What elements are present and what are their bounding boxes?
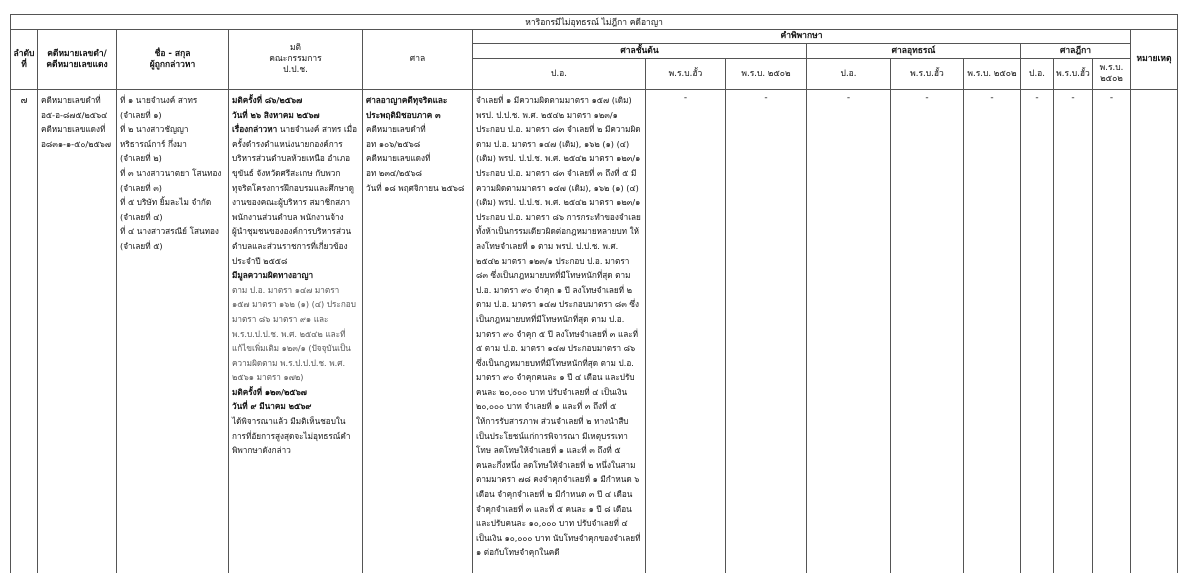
header-first-act-a: พ.ร.บ.ฮั้ว <box>646 59 726 90</box>
court-name: ศาลอาญาคดีทุจริตและประพฤติมิชอบภาค ๓ <box>366 95 448 120</box>
header-appeal-po: ป.อ. <box>807 59 891 90</box>
header-first-act-b: พ.ร.บ. ๒๕๐๒ <box>726 59 807 90</box>
header-case-no: คดีหมายเลขดำ/ คดีหมายเลขแดง <box>38 30 117 90</box>
supreme-po-value: - <box>1021 90 1054 573</box>
case-number-cell: คดีหมายเลขดำที่ อ๕-อ-๘๗๕/๒๕๖๔ คดีหมายเลขแดงที่ อ๘๓๑-๑-๕๐/๒๕๖๗ <box>38 90 117 573</box>
table-row <box>11 90 1178 573</box>
supreme-act-b-value: - <box>1093 90 1131 573</box>
court-cell <box>363 90 473 573</box>
header-supreme-court: ศาลฎีกา <box>1021 44 1131 59</box>
header-appeal-act-b: พ.ร.บ. ๒๕๐๒ <box>964 59 1021 90</box>
first-court-act-b-value: - <box>726 90 807 573</box>
table-title: หาริอกรมีไม่อุทธรณ์ ไม่ฎีกา คดีอาญา <box>11 15 1178 30</box>
resolution-2-heading: มติครั้งที่ ๑๒๓/๒๕๖๗ <box>232 386 307 397</box>
header-first-court: ศาลชั้นต้น <box>473 44 807 59</box>
court-case-details: คดีหมายเลขดำที่ อท ๑๐๖/๒๕๖๘ คดีหมายเลขแดงที่ อท ๒๓๔/๒๕๖๘ วันที่ ๑๘ พฤศจิกายน ๒๕๖๘ <box>366 124 465 193</box>
resolution-cell <box>229 90 363 573</box>
resolution-1-offense-label: มีมูลความผิดทางอาญา <box>232 270 314 281</box>
appeal-act-a-value: - <box>891 90 964 573</box>
remark-cell <box>1131 90 1178 573</box>
resolution-1-offense: ตาม ป.อ. มาตรา ๑๔๗ มาตรา ๑๕๗ มาตรา ๑๖๒ (๑) (๔) ประกอบ มาตรา ๘๖ มาตรา ๙๑ และ พ.ร.บ.ป.ป.ช. พ.ศ. ๒๕๔๒ และที่แก้ไขเพิ่มเติม ๑๒๓/๑ (ปัจจุบันเป็นความผิดตาม พ.ร.ป.ป.ป.ช. พ.ศ. ๒๕๖๑ มาตรา ๑๗๒) <box>232 284 356 383</box>
resolution-1-heading: มติครั้งที่ ๘๖/๒๕๖๗ <box>232 95 303 105</box>
verdict-text-cell: จำเลยที่ ๑ มีความผิดตามมาตรา ๑๕๗ (เดิม) พรป. ป.ป.ช. พ.ศ. ๒๕๔๒ มาตรา ๑๒๓/๑ ประกอบ ป.อ. มาตรา ๘๓ จำเลยที่ ๒ มีความผิดตาม ป.อ. มาตรา ๑๔๗ (เดิม), ๑๖๒ (๑) (๔) (เดิม) พรป. ป.ป.ช. พ.ศ. ๒๕๔๒ มาตรา ๑๒๓/๑ ประกอบ ป.อ. มาตรา ๘๓ จำเลยที่ ๓ ถึงที่ ๕ มีความผิดตามมาตรา ๑๔๗ (เดิม), ๑๖๒ (๑) (๔) (เดิม) พรป. ป.ป.ช. พ.ศ. ๒๕๔๒ มาตรา ๑๒๓/๑ ประกอบ ป.อ. มาตรา ๘๖ การกระทำของจำเลยทั้งห้าเป็นกรรมเดียวผิดต่อกฎหมายหลายบท ให้ลงโทษจำเลยที่ ๑ ตาม พรป. ป.ป.ช. พ.ศ. ๒๕๔๒ มาตรา ๑๒๓/๑ ประกอบ ป.อ. มาตรา ๘๓ ซึ่งเป็นกฎหมายบทที่มีโทษหนักที่สุด ตาม ป.อ. มาตรา ๙๐ จำคุก ๑ ปี ลงโทษจำเลยที่ ๒ ตาม ป.อ. มาตรา ๑๔๗ ประกอบมาตรา ๘๓ ซึ่งเป็นกฎหมายบทที่มีโทษหนักที่สุด ตาม ป.อ. มาตรา ๙๐ จำคุก ๕ ปี ลงโทษจำเลยที่ ๓ และที่ ๕ ตาม ป.อ. มาตรา ๑๔๗ ประกอบมาตรา ๘๖ ซึ่งเป็นกฎหมายบทที่มีโทษหนักที่สุด ตาม ป.อ. มาตรา ๙๐ จำคุกคนละ ๑ ปี ๔ เดือน และปรับคนละ ๒๐,๐๐๐ บาท ปรับจำเลยที่ ๔ เป็นเงิน ๒๐,๐๐๐ บาท จำเลยที่ ๑ และที่ ๓ ถึงที่ ๕ ให้การรับสารภาพ ส่วนจำเลยที่ ๒ ทางนำสืบเป็นประโยชน์แก่การพิจารณา มีเหตุบรรเทาโทษ ลดโทษให้จำเลยที่ ๑ และที่ ๓ ถึงที่ ๕ คนละกึ่งหนึ่ง ลดโทษให้จำเลยที่ ๒ หนึ่งในสามตามมาตรา ๗๘ คงจำคุกจำเลยที่ ๑ มีกำหนด ๖ เดือน จำคุกจำเลยที่ ๒ มีกำหนด ๓ ปี ๔ เดือน จำคุกจำเลยที่ ๓ และที่ ๕ คนละ ๑ ปี ๘ เดือน และปรับคนละ ๑๐,๐๐๐ บาท ปรับจำเลยที่ ๔ เป็นเงิน ๑๐,๐๐๐ บาท นับโทษจำคุกของจำเลยที่ ๑ ต่อกับโทษจำคุกในคดี <box>473 90 646 573</box>
header-remark: หมายเหตุ <box>1131 30 1178 90</box>
header-supreme-act-b: พ.ร.บ. ๒๕๐๒ <box>1093 59 1131 90</box>
header-court: ศาล <box>363 30 473 90</box>
accused-names-cell: ที่ ๑ นายจำนงค์ สาทร (จำเลยที่ ๑) ที่ ๒ นางสาวชัญญา หริธารณ์การ์ กึ่งมา (จำเลยที่ ๒) ที่ ๓ นางสาวนาตยา โสนทอง (จำเลยที่ ๓) ที่ ๕ บริษัท ยิ้มละไม จำกัด (จำเลยที่ ๔) ที่ ๔ นางสาวสรณีย์ โสนทอง (จำเลยที่ ๕) <box>117 90 229 573</box>
supreme-act-a-value: - <box>1054 90 1093 573</box>
header-first-po: ป.อ. <box>473 59 646 90</box>
header-resolution: มติ คณะกรรมการ ป.ป.ช. <box>229 30 363 90</box>
header-supreme-act-a: พ.ร.บ.ฮั้ว <box>1054 59 1093 90</box>
appeal-po-value: - <box>807 90 891 573</box>
verdict-table <box>10 14 1178 573</box>
header-verdict: คำพิพากษา <box>473 30 1131 44</box>
row-no: ๗ <box>11 90 38 573</box>
resolution-1-subject: เรื่องกล่าวหา นายจำนงค์ สาทร เมื่อครั้งดำรงตำแหน่งนายกองค์การบริหารส่วนตำบลห้วยเหนือ อำเภอขุขันธ์ จังหวัดศรีสะเกษ กับพวก ทุจริตโครงการฝึกอบรมและศึกษาดูงานของคณะผู้บริหาร สมาชิกสภา พนักงานส่วนตำบล พนักงานจ้าง ผู้นำชุมชนขององค์การบริหารส่วนตำบลและส่วนราชการที่เกี่ยวข้อง ประจำปี ๒๕๕๘ <box>232 124 358 266</box>
header-supreme-po: ป.อ. <box>1021 59 1054 90</box>
resolution-1-date: วันที่ ๒๖ สิงหาคม ๒๕๖๗ <box>232 109 320 120</box>
resolution-2-date: วันที่ ๙ มีนาคม ๒๕๖๙ <box>232 401 312 412</box>
header-no: ลำดับ ที่ <box>11 30 38 90</box>
header-name: ชื่อ - สกุล ผู้ถูกกล่าวหา <box>117 30 229 90</box>
header-appeal-act-a: พ.ร.บ.ฮั้ว <box>891 59 964 90</box>
resolution-2-text: ได้พิจารณาแล้ว มีมติเห็นชอบในการที่อัยการสูงสุดจะไม่อุทธรณ์คำพิพากษาดังกล่าว <box>232 416 351 456</box>
header-appeal-court: ศาลอุทธรณ์ <box>807 44 1021 59</box>
appeal-act-b-value: - <box>964 90 1021 573</box>
first-court-act-a-value: - <box>646 90 726 573</box>
